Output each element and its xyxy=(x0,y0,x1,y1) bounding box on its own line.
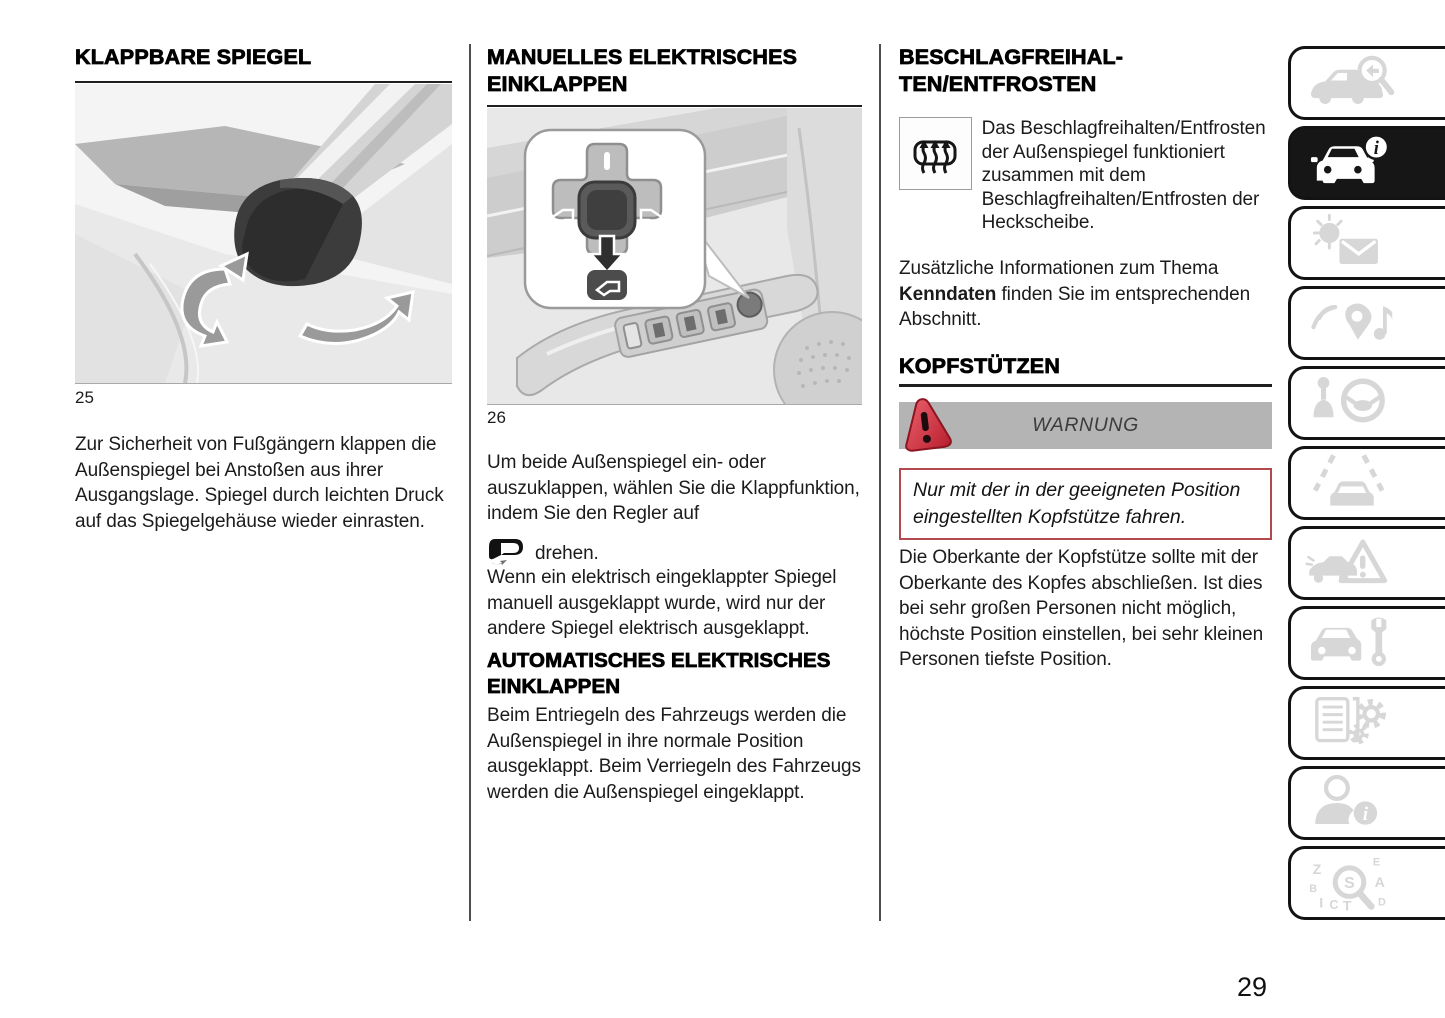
heading-line-1: BESCHLAGFREIHAL- xyxy=(899,45,1124,69)
warning-label: WARNUNG xyxy=(1032,414,1139,436)
svg-text:i: i xyxy=(1362,803,1368,824)
defrost-paragraph: Das Beschlagfreihalten/Entfrosten der Außenspiegel funktioniert zusammen mit dem Beschlagfreihalten/Entfrosten der Heckscheibe. xyxy=(981,118,1266,233)
sidebar-tab-starting-driving[interactable] xyxy=(1288,366,1445,440)
sidebar-tab-alphabetical-index[interactable] xyxy=(1288,846,1445,920)
warning-light-envelope-icon xyxy=(1302,212,1402,274)
mirror-defrost-icon xyxy=(899,117,972,190)
kenndaten-bold: Kenndaten xyxy=(899,283,997,305)
svg-text:B: B xyxy=(1309,883,1318,896)
warning-text-box xyxy=(899,468,1272,540)
figure-26-door-panel-illustration xyxy=(487,108,862,405)
car-info-icon xyxy=(1302,132,1402,194)
letters-magnifier-icon xyxy=(1302,852,1402,914)
defrost-info-row xyxy=(899,117,1272,235)
svg-text:C: C xyxy=(1329,897,1339,912)
figure-25-mirror-illustration xyxy=(75,84,452,384)
svg-text:T: T xyxy=(1342,898,1352,914)
document-gears-icon xyxy=(1302,692,1402,754)
headrest-paragraph: Die Oberkante der Kopfstütze sollte mit der Oberkante des Kopfes abschließen. Ist dies bei sehr großen Personen nicht möglich, höchste Position einstellen, bei sehr kleinen Personen tiefste Position. xyxy=(899,547,1264,670)
manual-unfold-paragraph: Wenn ein elektrisch eingeklappter Spiegel manuell ausgeklappt wurde, wird nur der andere Spiegel elektrisch ausgeklappt. xyxy=(487,567,837,639)
svg-text:A: A xyxy=(1374,875,1385,892)
heading-rule xyxy=(75,81,452,83)
svg-text:I: I xyxy=(1319,895,1324,912)
warning-banner xyxy=(899,402,1272,449)
warning-triangle-icon xyxy=(896,393,954,457)
kopfstuetzen-heading: KOPFSTÜTZEN xyxy=(899,354,1061,378)
section-heading xyxy=(899,44,1272,98)
car-lane-icon xyxy=(1302,452,1402,514)
person-info-icon xyxy=(1302,772,1402,834)
drehen-text: drehen. xyxy=(535,543,599,564)
car-magnifier-icon xyxy=(1302,52,1402,114)
pedestrian-safety-paragraph: Zur Sicherheit von Fußgängern klappen die Außenspiegel bei Anstoßen aus ihrer Ausgangslage. Spiegel durch leichten Druck auf das Spiegelgehäuse wieder einrasten. xyxy=(75,434,444,532)
heading-rule xyxy=(487,105,862,107)
sidebar-tab-service-maintenance[interactable] xyxy=(1288,606,1445,680)
section-heading: KLAPPBARE SPIEGEL xyxy=(75,45,312,69)
subsection-heading: AUTOMATISCHES ELEKTRISCHES EINKLAPPEN xyxy=(487,649,831,698)
mirror-symbol-line xyxy=(487,529,862,567)
sidebar-tab-emergency[interactable] xyxy=(1288,526,1445,600)
fold-function-text: Um beide Außenspiegel ein- oder auszuklappen, wählen Sie die Klappfunktion, indem Sie den Regler auf xyxy=(487,452,860,524)
additional-info-paragraph xyxy=(899,256,1272,333)
page-number: 29 xyxy=(1237,972,1268,1002)
svg-text:Z: Z xyxy=(1312,861,1322,878)
car-wrench-icon xyxy=(1302,612,1402,674)
svg-text:E: E xyxy=(1372,856,1381,869)
auto-fold-paragraph: Beim Entriegeln des Fahrzeugs werden die Außenspiegel in ihre normale Position ausgeklappt. Beim Verriegeln des Fahrzeugs werden die Außenspiegel eingeklappt. xyxy=(487,705,861,803)
warning-text: Nur mit der in der geeigneten Position eingestellten Kopfstütze fahren. xyxy=(913,479,1241,528)
additional-info-part2: finden Sie im entsprechenden Abschnitt. xyxy=(899,283,1251,330)
defrost-symbol xyxy=(908,127,962,181)
additional-info-part1: Zusätzliche Informationen zum Thema xyxy=(899,258,1219,279)
kopfstuetzen-rule xyxy=(899,384,1272,387)
door-panel-drawing xyxy=(487,108,862,404)
sidebar-tab-driver-assistance[interactable] xyxy=(1288,446,1445,520)
svg-text:S: S xyxy=(1344,875,1355,893)
section-heading: MANUELLES ELEKTRISCHES EINKLAPPEN xyxy=(487,45,798,96)
sidebar-tab-customer-info[interactable] xyxy=(1288,766,1445,840)
column-divider-2 xyxy=(879,44,881,921)
sidebar-tab-vehicle-info[interactable] xyxy=(1288,126,1445,200)
figure-25-caption: 25 xyxy=(75,388,94,407)
heading-line-2: TEN/ENTFROSTEN xyxy=(899,72,1097,96)
figure-26-caption: 26 xyxy=(487,408,506,427)
sidebar-tab-warning-lights[interactable] xyxy=(1288,206,1445,280)
wifi-pin-music-icon xyxy=(1302,292,1402,354)
svg-text:i: i xyxy=(1373,137,1379,158)
sidebar-tab-multimedia-navigation[interactable] xyxy=(1288,286,1445,360)
sidebar-tab-vehicle-overview[interactable] xyxy=(1288,46,1445,120)
fold-function-paragraph xyxy=(487,450,862,567)
column-divider-1 xyxy=(469,44,471,921)
sidebar-tab-technical-data[interactable] xyxy=(1288,686,1445,760)
car-warning-triangle-icon xyxy=(1302,532,1402,594)
folding-mirror-drawing xyxy=(75,84,452,383)
gearshift-steering-icon xyxy=(1302,372,1402,434)
folded-mirror-icon xyxy=(487,535,527,567)
svg-text:D: D xyxy=(1377,896,1386,909)
